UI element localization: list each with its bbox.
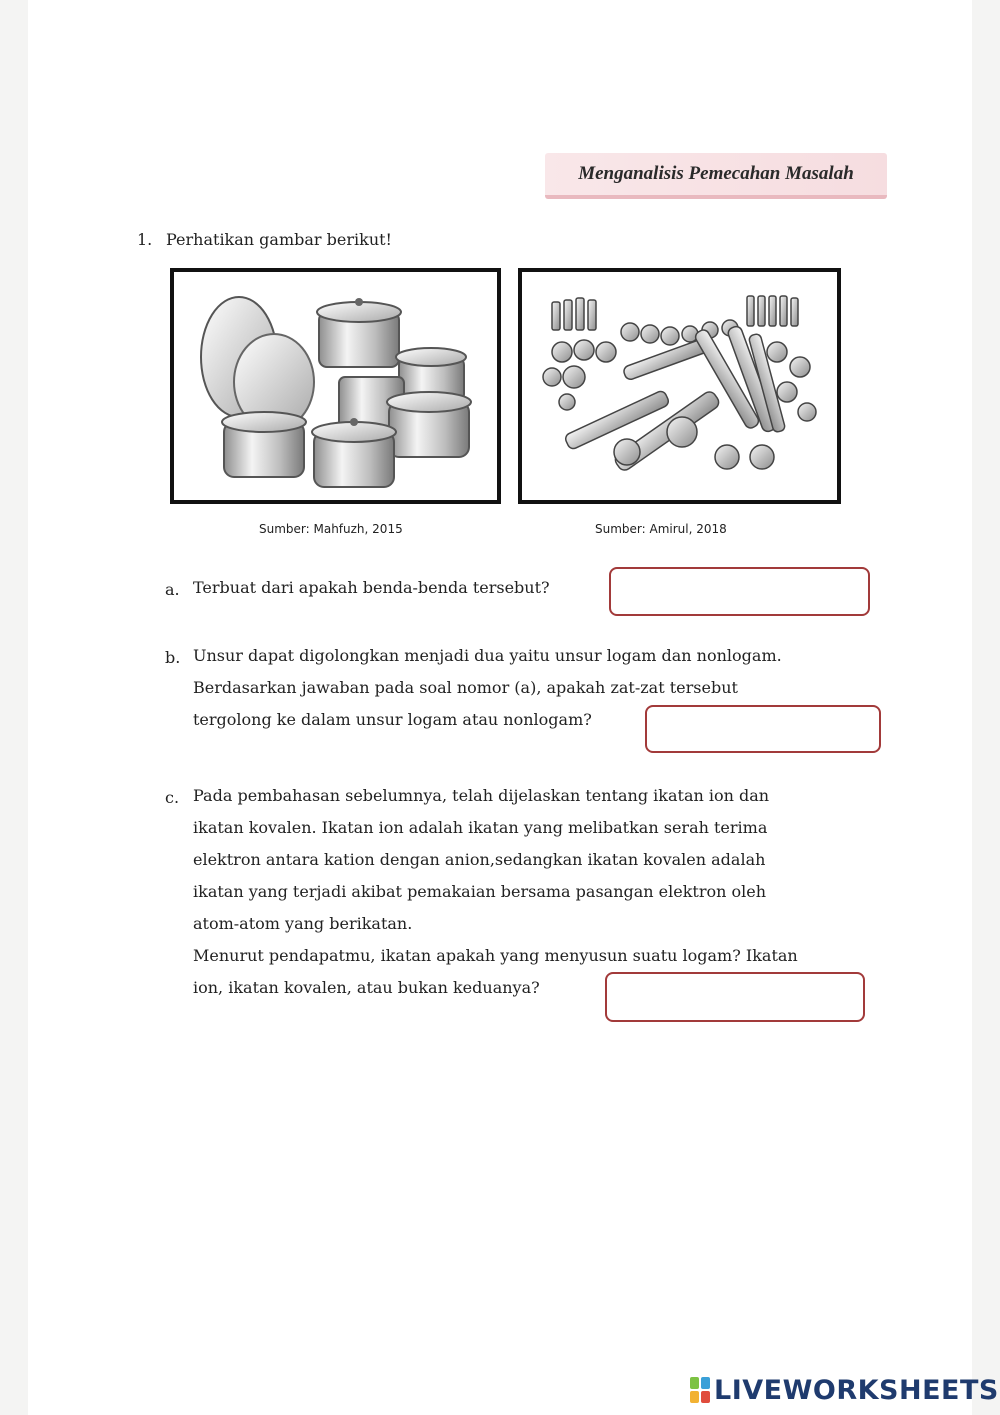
mark-square (690, 1391, 699, 1403)
tools-illustration (522, 272, 837, 500)
answer-input-a[interactable] (611, 569, 868, 614)
left-image-caption: Sumber: Mahfuzh, 2015 (259, 522, 403, 536)
mark-square (690, 1377, 699, 1389)
item-c-letter: c. (165, 788, 180, 807)
answer-input-b[interactable] (647, 707, 879, 751)
item-a-line: Terbuat dari apakah benda-benda tersebut? (193, 578, 550, 597)
item-c-line: elektron antara kation dengan anion,sedangkan ikatan kovalen adalah (193, 850, 766, 869)
item-c-line: atom-atom yang berikatan. (193, 914, 413, 933)
tools-photo (518, 268, 841, 504)
answer-box-b[interactable] (645, 705, 881, 753)
item-a-text (193, 572, 550, 604)
right-image-caption: Sumber: Amirul, 2018 (595, 522, 727, 536)
section-title: Menganalisis Pemecahan Masalah (545, 153, 887, 199)
pots-photo (170, 268, 501, 504)
answer-input-c[interactable] (607, 974, 863, 1020)
pots-illustration (174, 272, 497, 500)
answer-box-a[interactable] (609, 567, 870, 616)
item-c-line: ikatan yang terjadi akibat pemakaian bersama pasangan elektron oleh (193, 882, 767, 901)
item-c-line: Menurut pendapatmu, ikatan apakah yang menyusun suatu logam? Ikatan (193, 946, 798, 965)
item-c-text (193, 780, 798, 1004)
item-b-letter: b. (165, 648, 181, 667)
liveworksheets-wordmark: LIVEWORKSHEETS (714, 1374, 999, 1406)
item-b-line: Berdasarkan jawaban pada soal nomor (a), apakah zat-zat tersebut (193, 678, 738, 697)
mark-square (701, 1377, 710, 1389)
item-a-letter: a. (165, 580, 180, 599)
item-b-line: tergolong ke dalam unsur logam atau nonlogam? (193, 710, 592, 729)
item-c-line: ion, ikatan kovalen, atau bukan keduanya? (193, 978, 540, 997)
liveworksheets-logo (690, 1372, 999, 1408)
liveworksheets-mark-icon (690, 1377, 710, 1403)
answer-box-c[interactable] (605, 972, 865, 1022)
question-prompt: Perhatikan gambar berikut! (166, 230, 392, 249)
item-c-line: Pada pembahasan sebelumnya, telah dijelaskan tentang ikatan ion dan (193, 786, 770, 805)
mark-square (701, 1391, 710, 1403)
item-c-line: ikatan kovalen. Ikatan ion adalah ikatan yang melibatkan serah terima (193, 818, 768, 837)
question-number: 1. (137, 230, 153, 249)
item-b-line: Unsur dapat digolongkan menjadi dua yaitu unsur logam dan nonlogam. (193, 646, 782, 665)
